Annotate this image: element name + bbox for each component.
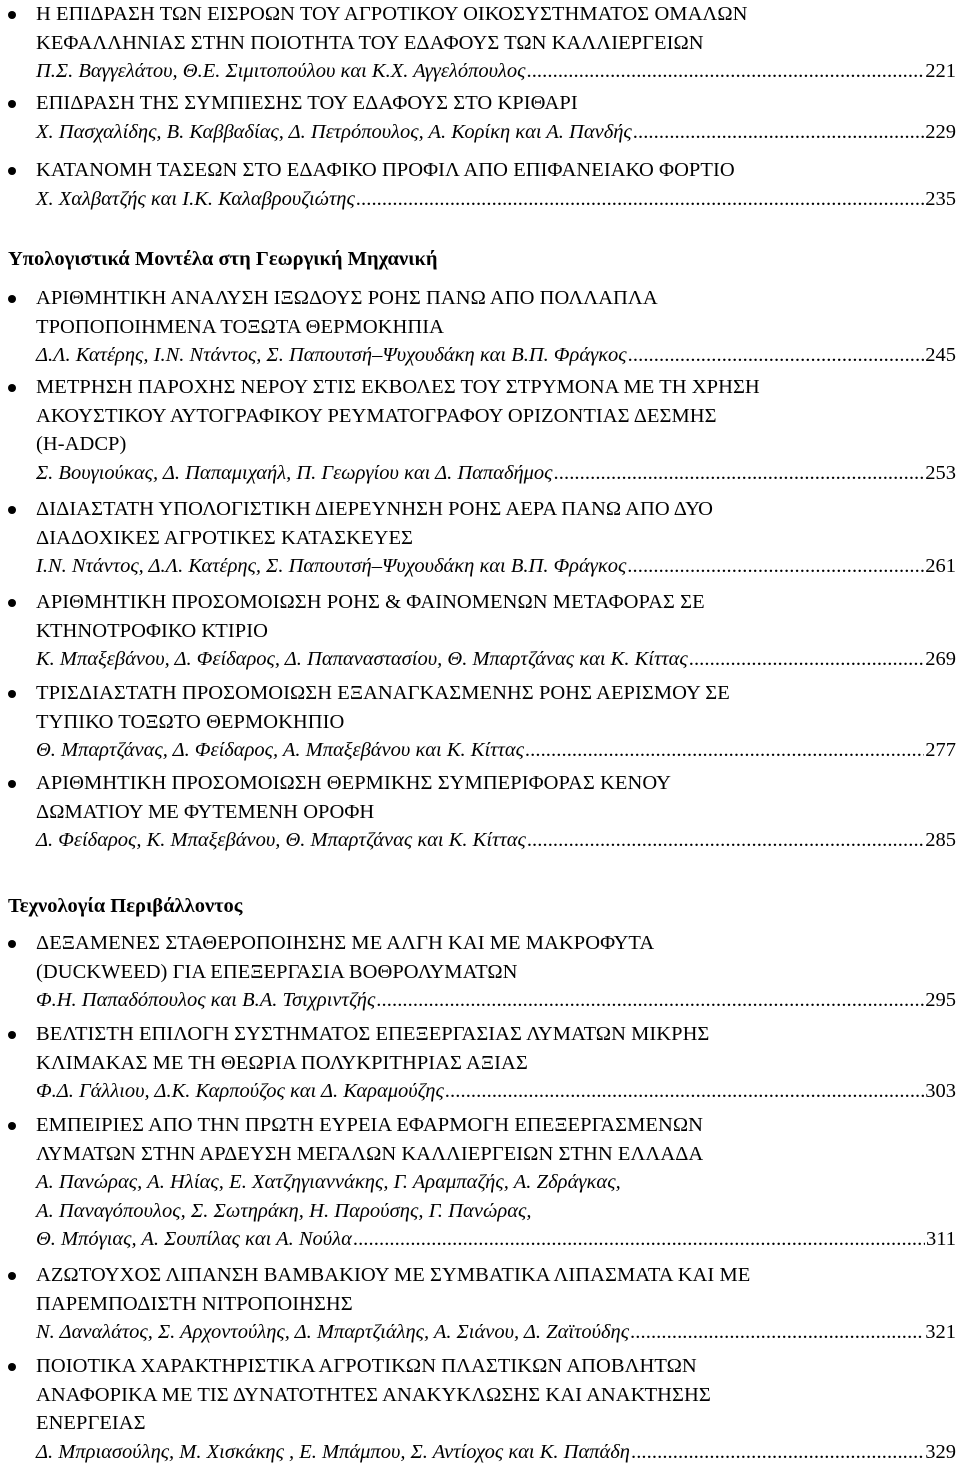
toc-entry[interactable] (36, 679, 956, 765)
leader-dots (353, 1225, 925, 1254)
entry-authors: Ι.Ν. Ντάντος, Δ.Λ. Κατέρης, Σ. Παπουτσή–Ψυχουδάκη και Β.Π. Φράγκος (36, 555, 627, 577)
entry-authors-line: Α. Πανώρας, Α. Ηλίας, Ε. Χατζηγιαννάκης, Γ. Αραμπαζής, Α. Ζδράγκας, (36, 1171, 621, 1193)
entry-title-line: ΤΡΙΣΔΙΑΣΤΑΤΗ ΠΡΟΣΟΜΟΙΩΣΗ ΕΞΑΝΑΓΚΑΣΜΕΝΗΣ ΡΟΗΣ ΑΕΡΙΣΜΟΥ ΣΕ (36, 682, 730, 704)
entry-title-line: ΚΤΗΝΟΤΡΟΦΙΚΟ ΚΤΙΡΙΟ (36, 619, 268, 642)
entry-title-line: ΑΝΑΦΟΡΙΚΑ ΜΕ ΤΙΣ ΔΥΝΑΤΟΤΗΤΕΣ ΑΝΑΚΥΚΛΩΣΗΣ ΚΑΙ ΑΝΑΚΤΗΣΗΣ (36, 1383, 711, 1406)
entry-title-line: (H-ADCP) (36, 433, 127, 455)
leader-dots (631, 1438, 924, 1467)
entry-title-line: ΒΕΛΤΙΣΤΗ ΕΠΙΛΟΓΗ ΣΥΣΤΗΜΑΤΟΣ ΕΠΕΞΕΡΓΑΣΙΑΣ ΛΥΜΑΤΩΝ ΜΙΚΡΗΣ (36, 1023, 710, 1045)
entry-title-line: ΔΙΔΙΑΣΤΑΤΗ ΥΠΟΛΟΓΙΣΤΙΚΗ ΔΙΕΡΕΥΝΗΣΗ ΡΟΗΣ ΑΕΡΑ ΠΑΝΩ ΑΠΟ ΔΥΟ (36, 498, 713, 520)
leader-dots (527, 826, 924, 855)
bullet-icon (8, 1363, 16, 1371)
bullet-icon (8, 11, 16, 19)
entry-title-line: ΔΕΞΑΜΕΝΕΣ ΣΤΑΘΕΡΟΠΟΙΗΣΗΣ ΜΕ ΑΛΓΗ ΚΑΙ ΜΕ ΜΑΚΡΟΦΥΤΑ (36, 932, 655, 954)
entry-title-line: ΠΟΙΟΤΙΚΑ ΧΑΡΑΚΤΗΡΙΣΤΙΚΑ ΑΓΡΟΤΙΚΩΝ ΠΛΑΣΤΙΚΩΝ ΑΠΟΒΛΗΤΩΝ (36, 1355, 697, 1377)
entry-title-line: ΑΡΙΘΜΗΤΙΚΗ ΠΡΟΣΟΜΟΙΩΣΗ ΘΕΡΜΙΚΗΣ ΣΥΜΠΕΡΙΦΟΡΑΣ ΚΕΝΟΥ (36, 772, 672, 794)
entry-authors-line: Α. Παναγόπουλος, Σ. Σωτηράκη, Η. Παρούσης, Γ. Πανώρας, (36, 1199, 532, 1222)
toc-entry[interactable] (36, 1352, 956, 1466)
leader-dots (627, 552, 924, 581)
entry-authors: Σ. Βουγιούκας, Δ. Παπαμιχαήλ, Π. Γεωργίου και Δ. Παπαδήμος (36, 461, 553, 484)
entry-title-line: ΑΚΟΥΣΤΙΚΟΥ ΑΥΤΟΓΡΑΦΙΚΟΥ ΡΕΥΜΑΤΟΓΡΑΦΟΥ ΟΡΙΖΟΝΤΙΑΣ ΔΕΣΜΗΣ (36, 404, 717, 427)
entry-authors: Θ. Μπόγιας, Α. Σουπίλας και Α. Νούλα (36, 1228, 352, 1250)
entry-page-number: 221 (925, 60, 956, 82)
entry-page-number: 277 (925, 739, 956, 761)
leader-dots (628, 341, 925, 370)
toc-entry[interactable] (36, 284, 956, 370)
leader-dots (554, 459, 925, 488)
entry-authors: Δ. Μπριασούλης, Μ. Χισκάκης , Ε. Μπάμπου, Σ. Αντίοχος και Κ. Παπάδη (36, 1440, 630, 1463)
bullet-icon (8, 100, 16, 108)
leader-dots (356, 185, 924, 214)
entry-authors: Δ.Λ. Κατέρης, Ι.Ν. Ντάντος, Σ. Παπουτσή–Ψυχουδάκη και Β.Π. Φράγκος (36, 344, 627, 366)
entry-title-line: ΚΛΙΜΑΚΑΣ ΜΕ ΤΗ ΘΕΩΡΙΑ ΠΟΛΥΚΡΙΤΗΡΙΑΣ ΑΞΙΑΣ (36, 1051, 528, 1074)
entry-page-number: 303 (925, 1080, 956, 1102)
bullet-icon (8, 1031, 16, 1039)
entry-title-line: ΕΜΠΕΙΡΙΕΣ ΑΠΟ ΤΗΝ ΠΡΩΤΗ ΕΥΡΕΙΑ ΕΦΑΡΜΟΓΗ ΕΠΕΞΕΡΓΑΣΜΕΝΩΝ (36, 1114, 703, 1136)
entry-title-line: ΤΥΠΙΚΟ ΤΟΞΩΤΟ ΘΕΡΜΟΚΗΠΙΟ (36, 710, 345, 733)
entry-author-line (36, 1225, 956, 1254)
toc-entry[interactable] (36, 929, 956, 1015)
entry-authors: Π.Σ. Βαγγελάτου, Θ.Ε. Σιμιτοπούλου και Κ.Χ. Αγγελόπουλος (36, 60, 526, 82)
bullet-icon (8, 780, 16, 788)
leader-dots (376, 986, 924, 1015)
entry-title-line: ΕΠΙΔΡΑΣΗ ΤΗΣ ΣΥΜΠΙΕΣΗΣ ΤΟΥ ΕΔΑΦΟΥΣ ΣΤΟ ΚΡΙΘΑΡΙ (36, 92, 578, 114)
entry-author-line (36, 57, 956, 86)
entry-authors: Φ.Η. Παπαδόπουλος και Β.Α. Τσιχριντζής (36, 989, 376, 1011)
entry-title-line: ΑΡΙΘΜΗΤΙΚΗ ΑΝΑΛΥΣΗ ΙΞΩΔΟΥΣ ΡΟΗΣ ΠΑΝΩ ΑΠΟ ΠΟΛΛΑΠΛΑ (36, 287, 658, 309)
entry-authors: Δ. Φείδαρος, Κ. Μπαξεβάνου, Θ. Μπαρτζάνας και Κ. Κίττας (36, 829, 526, 851)
bullet-icon (8, 690, 16, 698)
toc-entry[interactable] (36, 769, 956, 855)
bullet-icon (8, 940, 16, 948)
entry-title-line: ΔΩΜΑΤΙΟΥ ΜΕ ΦΥΤΕΜΕΝΗ ΟΡΟΦΗ (36, 800, 375, 823)
entry-page-number: 321 (925, 1321, 956, 1343)
entry-title-line: ΑΡΙΘΜΗΤΙΚΗ ΠΡΟΣΟΜΟΙΩΣΗ ΡΟΗΣ & ΦΑΙΝΟΜΕΝΩΝ ΜΕΤΑΦΟΡΑΣ ΣΕ (36, 591, 705, 613)
entry-author-line (36, 736, 956, 765)
entry-page-number: 311 (926, 1228, 956, 1250)
leader-dots (526, 57, 924, 86)
entry-author-line (36, 645, 956, 674)
toc-entry[interactable] (36, 89, 956, 146)
entry-title-line: ΔΙΑΔΟΧΙΚΕΣ ΑΓΡΟΤΙΚΕΣ ΚΑΤΑΣΚΕΥΕΣ (36, 526, 414, 549)
entry-author-line (36, 341, 956, 370)
bullet-icon (8, 295, 16, 303)
entry-page-number: 285 (925, 829, 956, 851)
bullet-icon (8, 167, 16, 175)
bullet-icon (8, 1272, 16, 1280)
entry-page-number: 235 (925, 187, 956, 210)
bullet-icon (8, 506, 16, 514)
toc-entry[interactable] (36, 588, 956, 674)
entry-title-line: (DUCKWEED) ΓΙΑ ΕΠΕΞΕΡΓΑΣΙΑ ΒΟΘΡΟΛΥΜΑΤΩΝ (36, 960, 518, 983)
entry-title-line: ΕΝΕΡΓΕΙΑΣ (36, 1412, 146, 1434)
entry-title-line: ΚΑΤΑΝΟΜΗ ΤΑΣΕΩΝ ΣΤΟ ΕΔΑΦΙΚΟ ΠΡΟΦΙΛ ΑΠΟ ΕΠΙΦΑΝΕΙΑΚΟ ΦΟΡΤΙΟ (36, 159, 735, 181)
leader-dots (633, 118, 925, 147)
entry-authors: Χ. Χαλβατζής και Ι.Κ. Καλαβρουζιώτης (36, 187, 355, 210)
leader-dots (445, 1077, 924, 1106)
entry-page-number: 261 (925, 555, 956, 577)
entry-authors: Ν. Δαναλάτος, Σ. Αρχοντούλης, Δ. Μπαρτζιάλης, Α. Σιάνου, Δ. Ζαϊτούδης (36, 1321, 630, 1343)
toc-entry[interactable] (36, 495, 956, 581)
section-heading: Υπολογιστικά Μοντέλα στη Γεωργική Μηχανική (8, 248, 438, 270)
entry-page-number: 269 (925, 648, 956, 670)
entry-title-line: ΚΕΦΑΛΛΗΝΙΑΣ ΣΤΗΝ ΠΟΙΟΤΗΤΑ ΤΟΥ ΕΔΑΦΟΥΣ ΤΩΝ ΚΑΛΛΙΕΡΓΕΙΩΝ (36, 31, 704, 54)
entry-author-line (36, 986, 956, 1015)
toc-entry[interactable] (36, 1111, 956, 1254)
toc-entry[interactable] (36, 1261, 956, 1347)
entry-author-line (36, 118, 956, 147)
entry-title-line: ΤΡΟΠΟΠΟΙΗΜΕΝΑ ΤΟΞΩΤΑ ΘΕΡΜΟΚΗΠΙΑ (36, 315, 444, 338)
leader-dots (689, 645, 925, 674)
leader-dots (525, 736, 924, 765)
entry-page-number: 329 (925, 1440, 956, 1463)
entry-title-line: Η ΕΠΙΔΡΑΣΗ ΤΩΝ ΕΙΣΡΟΩΝ ΤΟΥ ΑΓΡΟΤΙΚΟΥ ΟΙΚΟΣΥΣΤΗΜΑΤΟΣ ΟΜΑΛΩΝ (36, 3, 748, 25)
toc-entry[interactable] (36, 373, 956, 487)
entry-authors: Χ. Πασχαλίδης, Β. Καββαδίας, Δ. Πετρόπουλος, Α. Κορίκη και Α. Πανδής (36, 120, 632, 143)
entry-title-line: ΑΖΩΤΟΥΧΟΣ ΛΙΠΑΝΣΗ ΒΑΜΒΑΚΙΟΥ ΜΕ ΣΥΜΒΑΤΙΚΑ ΛΙΠΑΣΜΑΤΑ ΚΑΙ ΜΕ (36, 1264, 751, 1286)
entry-title-line: ΛΥΜΑΤΩΝ ΣΤΗΝ ΑΡΔΕΥΣΗ ΜΕΓΑΛΩΝ ΚΑΛΛΙΕΡΓΕΙΩΝ ΣΤΗΝ ΕΛΛΑΔΑ (36, 1142, 704, 1165)
entry-author-line (36, 1077, 956, 1106)
toc-entry[interactable] (36, 156, 956, 213)
entry-page-number: 229 (925, 120, 956, 143)
entry-author-line (36, 1438, 956, 1467)
entry-author-line (36, 826, 956, 855)
entry-title-line: ΜΕΤΡΗΣΗ ΠΑΡΟΧΗΣ ΝΕΡΟΥ ΣΤΙΣ ΕΚΒΟΛΕΣ ΤΟΥ ΣΤΡΥΜΟΝΑ ΜΕ ΤΗ ΧΡΗΣΗ (36, 376, 760, 398)
entry-author-line (36, 552, 956, 581)
entry-authors: Κ. Μπαξεβάνου, Δ. Φείδαρος, Δ. Παπαναστασίου, Θ. Μπαρτζάνας και Κ. Κίττας (36, 648, 688, 670)
entry-page-number: 295 (925, 989, 956, 1011)
toc-entry[interactable] (36, 1020, 956, 1106)
entry-title-line: ΠΑΡΕΜΠΟΔΙΣΤΗ ΝΙΤΡΟΠΟΙΗΣΗΣ (36, 1292, 353, 1315)
section-heading: Τεχνολογία Περιβάλλοντος (8, 895, 243, 917)
entry-author-line (36, 459, 956, 488)
bullet-icon (8, 384, 16, 392)
toc-entry[interactable] (36, 0, 956, 86)
leader-dots (630, 1318, 924, 1347)
entry-page-number: 245 (925, 344, 956, 366)
bullet-icon (8, 599, 16, 607)
entry-authors: Θ. Μπαρτζάνας, Δ. Φείδαρος, Α. Μπαξεβάνου και Κ. Κίττας (36, 739, 524, 761)
bullet-icon (8, 1122, 16, 1130)
entry-page-number: 253 (925, 461, 956, 484)
entry-author-line (36, 1318, 956, 1347)
entry-author-line (36, 185, 956, 214)
entry-authors: Φ.Δ. Γάλλιου, Δ.Κ. Καρπούζος και Δ. Καραμούζης (36, 1080, 444, 1102)
